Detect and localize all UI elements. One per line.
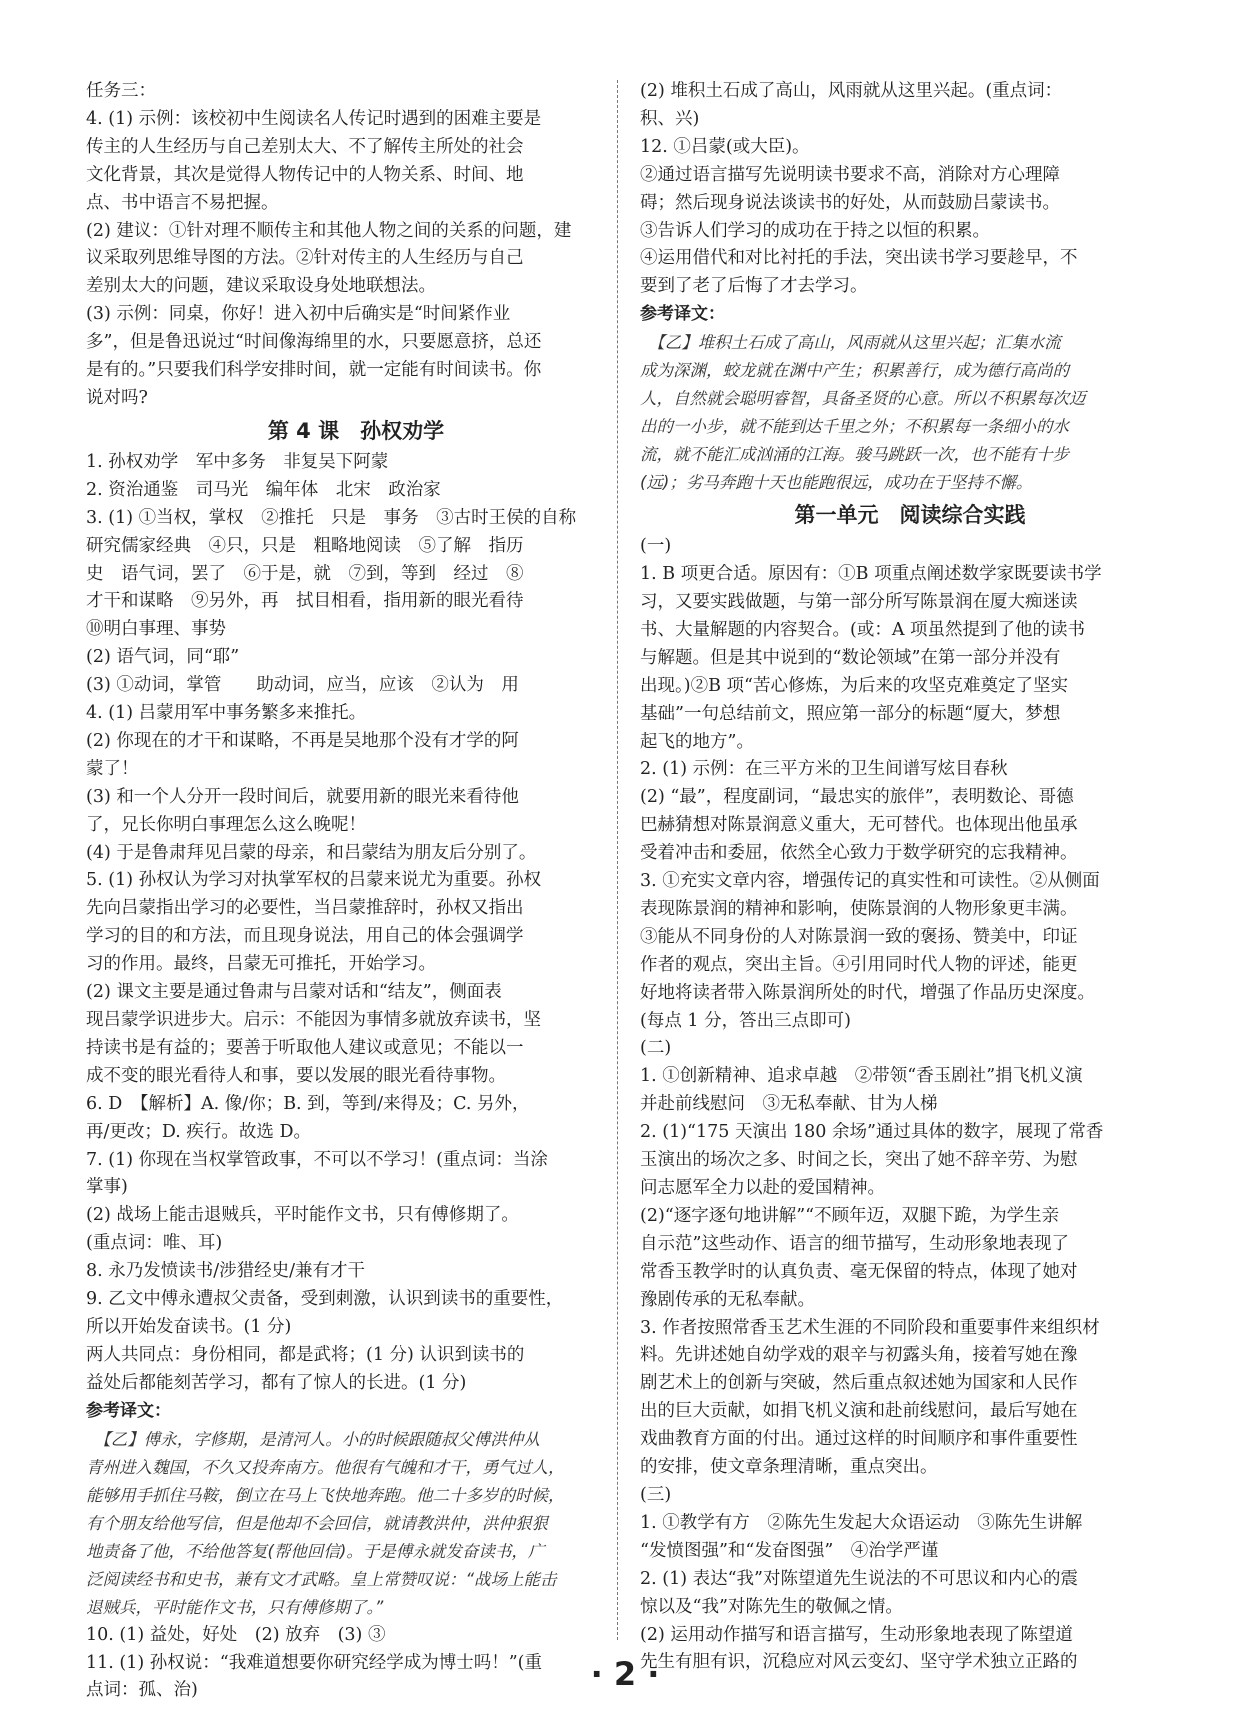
text-line: (重点词：唯、耳) xyxy=(86,1233,223,1254)
text-line: 点、书中语言不易把握。 xyxy=(86,192,279,213)
text-line: 戏曲教育方面的付出。通过这样的时间顺序和事件重要性 xyxy=(640,1429,1078,1450)
text-line: 与解题。但是其中说到的“数论领域”在第一部分并没有 xyxy=(640,647,1061,668)
text-line: 剧艺术上的创新与突破，然后重点叙述她为国家和人民作 xyxy=(640,1373,1078,1394)
text-line: 作者的观点，突出主旨。④引用同时代人物的评述，能更 xyxy=(640,954,1078,975)
text-line: 退贼兵，平时能作文书，只有傅修期了。” xyxy=(86,1597,384,1617)
text-line: (2) 建议：①针对理不顺传主和其他人物之间的关系的问题，建 xyxy=(86,220,572,241)
text-line: 出现。)②B 项“苦心修炼，为后来的攻坚克难奠定了坚实 xyxy=(640,675,1068,696)
text-line: ②通过语言描写先说明读书要求不高，消除对方心理障 xyxy=(640,164,1060,185)
text-line: 1. ①创新精神、追求卓越 ②带领“香玉剧社”捐飞机义演 xyxy=(640,1066,1083,1087)
text-line: 书、大量解题的内容契合。(或：A 项虽然提到了他的读书 xyxy=(640,619,1086,640)
text-line: 受着冲击和委屈，依然全心致力于数学研究的忘我精神。 xyxy=(640,843,1078,864)
text-line: 传主的人生经历与自己差别太大、不了解传主所处的社会 xyxy=(86,136,524,157)
text-line: 持读书是有益的；要善于听取他人建议或意见；不能以一 xyxy=(86,1037,524,1058)
text-line: 现吕蒙学识进步大。启示：不能因为事情多就放弃读书，坚 xyxy=(86,1010,541,1030)
text-line: 多”，但是鲁迅说过“时间像海绵里的水，只要愿意挤，总还 xyxy=(86,332,542,353)
text-line: 1. ①教学有方 ②陈先生发起大众语运动 ③陈先生讲解 xyxy=(640,1512,1083,1533)
text-line: 2. (1) 示例：在三平方米的卫生间谱写炫目春秋 xyxy=(640,759,1008,780)
text-line: 人，自然就会聪明睿智，具备圣贤的心意。所以不积累每次迈 xyxy=(640,389,1086,409)
text-line: (每点 1 分，答出三点即可) xyxy=(640,1010,851,1031)
text-line: (2)“逐字逐句地讲解”“不顾年迈，双腿下跪，为学生亲 xyxy=(640,1205,1060,1226)
text-line: 先向吕蒙指出学习的必要性，当吕蒙推辞时，孙权又指出 xyxy=(86,898,524,919)
text-line: 2. 资治通鉴 司马光 编年体 北宋 政治家 xyxy=(86,479,441,500)
text-line: 9. 乙文中傅永遭叔父责备，受到刺激，认识到读书的重要性， xyxy=(86,1289,564,1310)
right-answers-block-2 xyxy=(640,533,1180,1677)
text-line: 泛阅读经书和史书，兼有文才武略。皇上常赞叹说：“战场上能击 xyxy=(86,1569,557,1589)
text-line: 才干和谋略 ⑨另外，再 拭目相看，指用新的眼光看待 xyxy=(86,591,524,612)
text-line: (3) 示例：同桌，你好！进入初中后确实是“时间紧作业 xyxy=(86,304,511,325)
text-line: 【乙】堆积土石成了高山，风雨就从这里兴起；汇集水流 xyxy=(640,333,1061,353)
text-line: (2) 运用动作描写和语言描写，生动形象地表现了陈望道 xyxy=(640,1624,1073,1645)
text-line: 差别太大的问题，建议采取设身处地联想法。 xyxy=(86,276,436,297)
text-line: (二) xyxy=(640,1038,672,1059)
text-line: 点词：孤、治) xyxy=(86,1680,198,1701)
text-line: 8. 永乃发愤读书/涉猎经史/兼有才干 xyxy=(86,1261,366,1282)
text-line: 所以开始发奋读书。(1 分) xyxy=(86,1316,292,1337)
right-translation-block xyxy=(640,329,1180,497)
text-line: 料。先讲述她自幼学戏的艰辛与初露头角，接着写她在豫 xyxy=(640,1345,1078,1366)
text-line: 【乙】傅永，字修期，是清河人。小的时候跟随叔父傅洪仲从 xyxy=(86,1429,540,1449)
text-line: 5. (1) 孙权认为学习对执掌军权的吕蒙来说尤为重要。孙权 xyxy=(86,870,542,891)
text-line: “发愤图强”和“发奋图强” ④治学严谨 xyxy=(640,1540,939,1561)
text-line: 惊以及“我”对陈先生的敬佩之情。 xyxy=(640,1596,903,1617)
text-line: 说对吗? xyxy=(86,387,148,408)
text-line: 蒙了！ xyxy=(86,758,139,779)
text-line: 7. (1) 你现在当权掌管政事，不可以不学习！(重点词：当涂 xyxy=(86,1149,548,1170)
text-line: 玉演出的场次之多、时间之长，突出了她不辞辛劳、为慰 xyxy=(640,1150,1078,1171)
text-line: 10. (1) 益处，好处 (2) 放弃 (3) ③ xyxy=(86,1624,386,1645)
text-line: 成不变的眼光看待人和事，要以发展的眼光看待事物。 xyxy=(86,1065,506,1086)
text-line: 要到了老了后悔了才去学习。 xyxy=(640,276,868,297)
text-line: 起飞的地方”。 xyxy=(640,731,754,752)
text-line: 2. (1) 表达“我”对陈望道先生说法的不可思议和内心的震 xyxy=(640,1568,1079,1589)
text-line: (2) 堆积土石成了高山，风雨就从这里兴起。(重点词： xyxy=(640,81,1063,101)
text-line: 地责备了他，不给他答复(帮他回信)。于是傅永就发奋读书，广 xyxy=(86,1541,545,1561)
text-line: 6. D 【解析】A. 像/你；B. 到，等到/来得及；C. 另外， xyxy=(86,1093,530,1114)
text-line: 1. 孙权劝学 军中多务 非复吴下阿蒙 xyxy=(86,451,389,472)
text-line: 3. 作者按照常香玉艺术生涯的不同阶段和重要事件来组织材 xyxy=(640,1317,1100,1338)
text-line: (远)；劣马奔跑十天也能跑很远，成功在于坚持不懈。 xyxy=(640,473,1033,493)
text-line: 掌事) xyxy=(86,1177,128,1198)
left-column xyxy=(86,78,626,1705)
text-line: (2) 语气词，同“耶” xyxy=(86,647,240,668)
text-line: 并赴前线慰问 ③无私奉献、甘为人梯 xyxy=(640,1094,938,1115)
text-line: 学习的目的和方法，而且现身说法，用自己的体会强调学 xyxy=(86,926,524,947)
text-line: (一) xyxy=(640,536,672,557)
text-line: 4. (1) 吕蒙用军中事务繁多来推托。 xyxy=(86,703,367,724)
text-line: 议采取列思维导图的方法。②针对传主的人生经历与自己 xyxy=(86,248,524,269)
reference-translation-heading: 参考译文： xyxy=(86,1400,171,1421)
unit-title: 第一单元 阅读综合实践 xyxy=(794,503,1026,528)
text-line: 了，兄长你明白事理怎么这么晚呢！ xyxy=(86,814,366,835)
text-line: 问志愿军全力以赴的爱国精神。 xyxy=(640,1178,885,1198)
text-line: 有个朋友给他写信，但是他却不会回信，就请教洪仲，洪仲狠狠 xyxy=(86,1513,548,1533)
left-translation-block xyxy=(86,1426,626,1622)
text-line: (2) 课文主要是通过鲁肃与吕蒙对话和“结友”，侧面表 xyxy=(86,982,502,1003)
text-line: 两人共同点：身份相同，都是武将；(1 分) 认识到读书的 xyxy=(86,1344,525,1365)
text-line: 好地将读者带入陈景润所处的时代，增强了作品历史深度。 xyxy=(640,982,1095,1003)
text-line: 出的一小步，就不能到达千里之外；不积累每一条细小的水 xyxy=(640,417,1069,437)
text-line: 出的巨大贡献，如捐飞机义演和赴前线慰问，最后写她在 xyxy=(640,1401,1078,1422)
reference-translation-heading: 参考译文： xyxy=(640,304,725,325)
text-line: ④运用借代和对比衬托的手法，突出读书学习要趁早，不 xyxy=(640,248,1078,269)
text-line: (2) 你现在的才干和谋略，不再是吴地那个没有才学的阿 xyxy=(86,730,519,751)
text-line: 碍；然后现身说法谈读书的好处，从而鼓励吕蒙读书。 xyxy=(640,192,1060,213)
text-line: 文化背景，其次是觉得人物传记中的人物关系、时间、地 xyxy=(86,164,524,185)
text-line: 12. ①吕蒙(或大臣)。 xyxy=(640,136,810,157)
text-line: 1. B 项更合适。原因有：①B 项重点阐述数学家既要读书学 xyxy=(640,564,1102,585)
text-line: (2) 战场上能击退贼兵，平时能作文书，只有傅修期了。 xyxy=(86,1205,519,1226)
right-answers-block-1 xyxy=(640,78,1180,301)
text-line: 3. (1) ①当权，掌权 ②推托 只是 事务 ③古时王侯的自称 xyxy=(86,507,577,528)
right-column xyxy=(640,78,1180,1677)
text-line: 3. ①充实文章内容，增强传记的真实性和可读性。②从侧面 xyxy=(640,871,1100,892)
text-line: 2. (1)“175 天演出 180 余场”通过具体的数字，展现了常香 xyxy=(640,1122,1104,1143)
page-number: · 2 · xyxy=(590,1655,660,1693)
text-line: 积、兴) xyxy=(640,108,700,129)
text-line: ③告诉人们学习的成功在于持之以恒的积累。 xyxy=(640,220,990,241)
text-line: 巴赫猜想对陈景润意义重大，无可替代。也体现出他虽承 xyxy=(640,815,1078,836)
text-line: 研究儒家经典 ④只，只是 粗略地阅读 ⑤了解 指历 xyxy=(86,535,524,556)
text-line: 成为深渊，蛟龙就在渊中产生；积累善行，成为德行高尚的 xyxy=(640,361,1069,381)
text-line: 青州进入魏国，不久又投奔南方。他很有气魄和才干，勇气过人， xyxy=(86,1457,565,1477)
text-line: 的安排，使文章条理清晰，重点突出。 xyxy=(640,1457,938,1478)
text-line: ③能从不同身份的人对陈景润一致的褒扬、赞美中，印证 xyxy=(640,926,1078,947)
text-line: 史 语气词，罢了 ⑥于是，就 ⑦到，等到 经过 ⑧ xyxy=(86,563,524,584)
text-line: (4) 于是鲁肃拜见吕蒙的母亲，和吕蒙结为朋友后分别了。 xyxy=(86,842,537,863)
text-line: 流，就不能汇成汹涌的江海。骏马跳跃一次，也不能有十步 xyxy=(640,445,1069,465)
lesson-title: 第 4 课 孙权劝学 xyxy=(267,418,445,443)
text-line: 益处后都能刻苦学习，都有了惊人的长进。(1 分) xyxy=(86,1372,467,1393)
text-line: (三) xyxy=(640,1484,672,1505)
text-line: 基础”一句总结前文，照应第一部分的标题“厦大，梦想 xyxy=(640,703,1061,724)
left-answers-block-2 xyxy=(86,449,626,1398)
text-line: 是有的。”只要我们科学安排时间，就一定能有时间读书。你 xyxy=(86,360,542,381)
text-line: 常香玉教学时的认真负责、毫无保留的特点，体现了她对 xyxy=(640,1261,1078,1282)
text-line: 4. (1) 示例：该校初中生阅读名人传记时遇到的困难主要是 xyxy=(86,108,542,129)
text-line: 先生有胆有识，沉稳应对风云变幻、坚守学术独立正路的 xyxy=(640,1652,1078,1673)
text-line: 任务三： xyxy=(86,81,156,101)
text-line: 自示范”这些动作、语言的细节描写，生动形象地表现了 xyxy=(640,1233,1069,1254)
text-line: 习，又要实践做题，与第一部分所写陈景润在厦大痴迷读 xyxy=(640,591,1078,612)
left-answers-block-1 xyxy=(86,78,626,413)
text-line: 豫剧传承的无私奉献。 xyxy=(640,1289,815,1310)
text-line: 11. (1) 孙权说：“我难道想要你研究经学成为博士吗！”(重 xyxy=(86,1652,542,1673)
text-line: (2) “最”，程度副词，“最忠实的旅伴”，表明数论、哥德 xyxy=(640,787,1074,808)
text-line: ⑩明白事理、事势 xyxy=(86,619,226,640)
text-line: 能够用手抓住马鞍，倒立在马上飞快地奔跑。他二十多岁的时候， xyxy=(86,1485,565,1505)
text-line: 再/更改；D. 疾行。故选 D。 xyxy=(86,1121,312,1142)
text-line: 习的作用。最终，吕蒙无可推托，开始学习。 xyxy=(86,954,436,975)
text-line: (3) 和一个人分开一段时间后，就要用新的眼光来看待他 xyxy=(86,786,519,807)
text-line: 表现陈景润的精神和影响，使陈景润的人物形象更丰满。 xyxy=(640,898,1078,919)
text-line: (3) ①动词，掌管 助动词，应当，应该 ②认为 用 xyxy=(86,675,519,696)
